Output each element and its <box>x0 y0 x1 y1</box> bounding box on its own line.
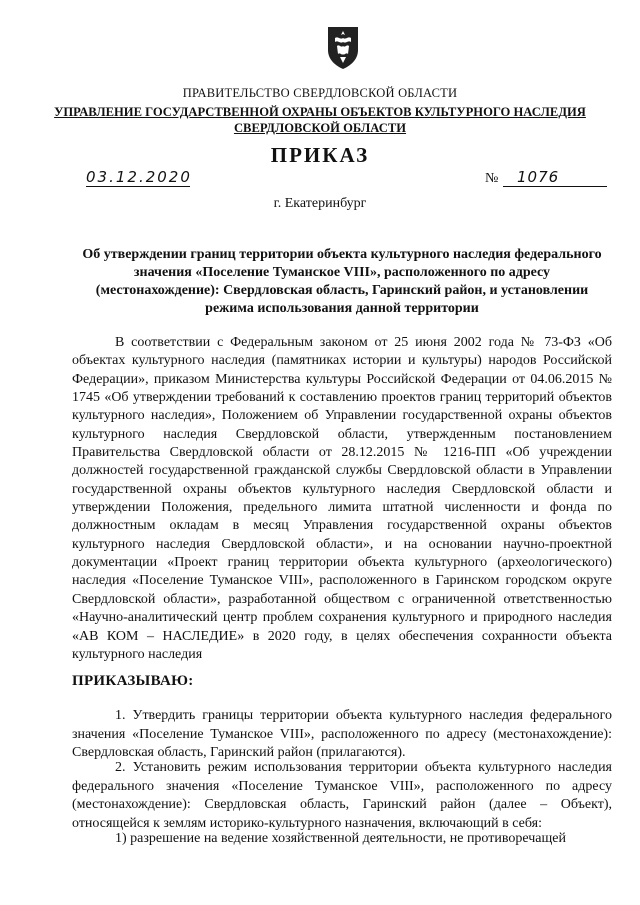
order-word: ПРИКАЗЫВАЮ: <box>72 673 194 689</box>
order-number: 1076 <box>503 168 607 187</box>
government-name: ПРАВИТЕЛЬСТВО СВЕРДЛОВСКОЙ ОБЛАСТИ <box>182 86 458 100</box>
order-heading: Об утверждении границ территории объекта культурного наследия федерального значения «Поселение Туманское VIII», расположенного по адресу (местонахождение): Свердловская область, Гаринский район, и установлении режима использования данной территории <box>82 247 602 316</box>
order-date: 03.12.2020 <box>86 168 192 186</box>
number-label: № <box>485 171 499 186</box>
city: г. Екатеринбург <box>273 196 367 211</box>
order-item-2: 2. Установить режим использования территории объекта культурного наследия федерального значения «Поселение Туманское VIII», расположенного по адресу (местонахождение): Свердловская область, Гаринский район (далее – Объект), относящейся к землям историко-культурного назначения, включающий в себя: <box>72 760 612 831</box>
order-item-1: 1. Утвердить границы территории объекта культурного наследия федерального значения «Поселение Туманское VIII», расположенного по адресу (местонахождение): Свердловская область, Гаринский район (прилагаются). <box>72 708 612 760</box>
department-line-2: СВЕРДЛОВСКОЙ ОБЛАСТИ <box>233 121 407 135</box>
department-line-1: УПРАВЛЕНИЕ ГОСУДАРСТВЕННОЙ ОХРАНЫ ОБЪЕКТОВ КУЛЬТУРНОГО НАСЛЕДИЯ <box>54 105 586 119</box>
department-name <box>0 104 640 136</box>
order-item-2-subitem-1: 1) разрешение на ведение хозяйственной деятельности, не противоречащей <box>115 831 566 846</box>
document-type: ПРИКАЗ <box>270 143 370 167</box>
coat-of-arms-icon <box>326 24 360 70</box>
preamble-paragraph: В соответствии с Федеральным законом от 25 июня 2002 года № 73-ФЗ «Об объектах культурного наследия (памятниках истории и культуры) народов Российской Федерации», приказом Министерства культуры Российской Федерации от 04.06.2015 № 1745 «Об утверждении требований к составлению проектов границ территорий объектов культурного наследия», Положением об Управлении государственной охраны объектов культурного наследия Свердловской области, утвержденным постановлением Правительства Свердловской области от 28.12.2015 № 1216-ПП «Об учреждении должностей государственной гражданской службы Свердловской области в Управлении государственной охраны объектов культурного наследия Свердловской области и утверждении Положения, предельного лимита штатной численности и фонда по должностным окладам в месяц Управления государственной охраны объектов культурного наследия Свердловской области», и на основании научно-проектной документации «Проект границ территории объекта культурного (археологического) наследия «Поселение Туманское VIII», расположенного в Гаринском городском округе Свердловской области», разработанной обществом с ограниченной ответственностью «Научно-аналитический центр проблем сохранения культурного и природного наследия «АВ КОМ – НАСЛЕДИЕ» в 2020 году, в целях обеспечения сохранности объекта культурного наследия <box>72 335 612 662</box>
